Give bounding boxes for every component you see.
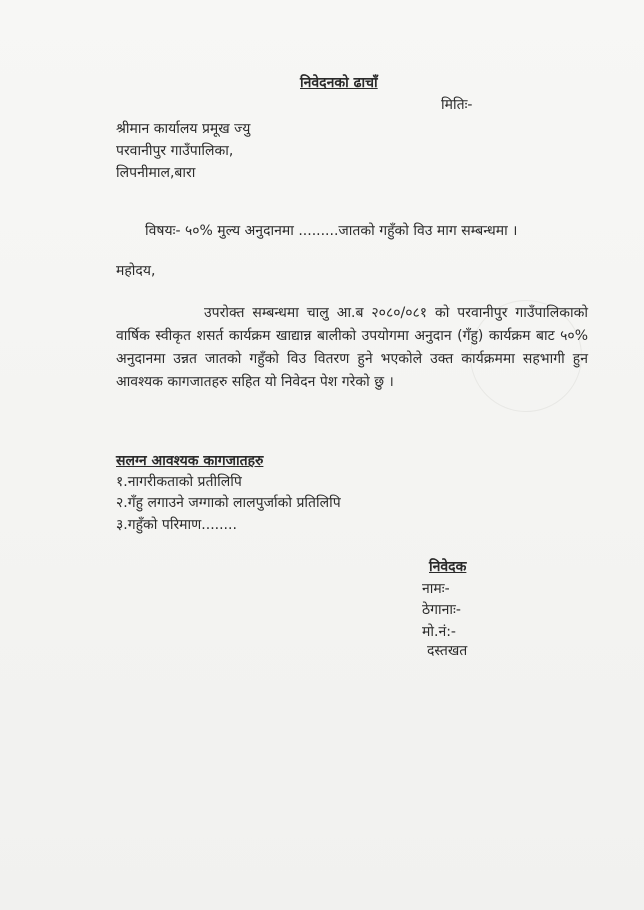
subject-line: विषयः- ५०% मुल्य अनुदानमा .........जातको गहुँको विउ माग सम्बन्धमा । <box>145 223 518 239</box>
applicant-name-label: नामः- <box>422 581 450 597</box>
recipient-line-3: लिपनीमाल,बारा <box>116 165 196 181</box>
applicant-signature-label: दस्तखत <box>427 643 468 659</box>
letter-title: निवेदनको ढाचाँ <box>300 75 378 91</box>
recipient-line-2: परवानीपुर गाउँपालिका, <box>116 143 234 159</box>
attachment-item: २.गँहु लगाउने जग्गाको लालपुर्जाको प्रतिलिपि <box>116 495 341 511</box>
letter-body <box>116 302 588 394</box>
applicant-address-label: ठेगानाः- <box>422 602 461 618</box>
salutation: महोदय, <box>116 263 156 279</box>
recipient-line-1: श्रीमान कार्यालय प्रमूख ज्यु <box>116 121 251 137</box>
attachment-item: ३.गहुँको परिमाण........ <box>116 517 237 533</box>
applicant-heading: निवेदक <box>429 559 467 575</box>
attachment-item: १.नागरीकताको प्रतीलिपि <box>116 474 242 490</box>
date-label: मितिः- <box>441 97 473 113</box>
attachments-heading: सलग्न आवश्यक कागजातहरु <box>116 453 264 469</box>
applicant-mobile-label: मो.नं:- <box>422 624 456 640</box>
letter-body-text: उपरोक्त सम्बन्धमा चालु आ.ब २०८०/०८१ को परवानीपुर गाउँपालिकाको वार्षिक स्वीकृत शसर्त कार्यक्रम खाद्यान्न बालीको उपयोगमा अनुदान (गँहु) कार्यक्रम बाट ५०% अनुदानमा उन्नत जातको गहुँको विउ वितरण हुने भएकोले उक्त कार्यक्रममा सहभागी हुन आवश्यक कागजातहरु सहित यो निवेदन पेश गरेको छु । <box>116 305 588 390</box>
